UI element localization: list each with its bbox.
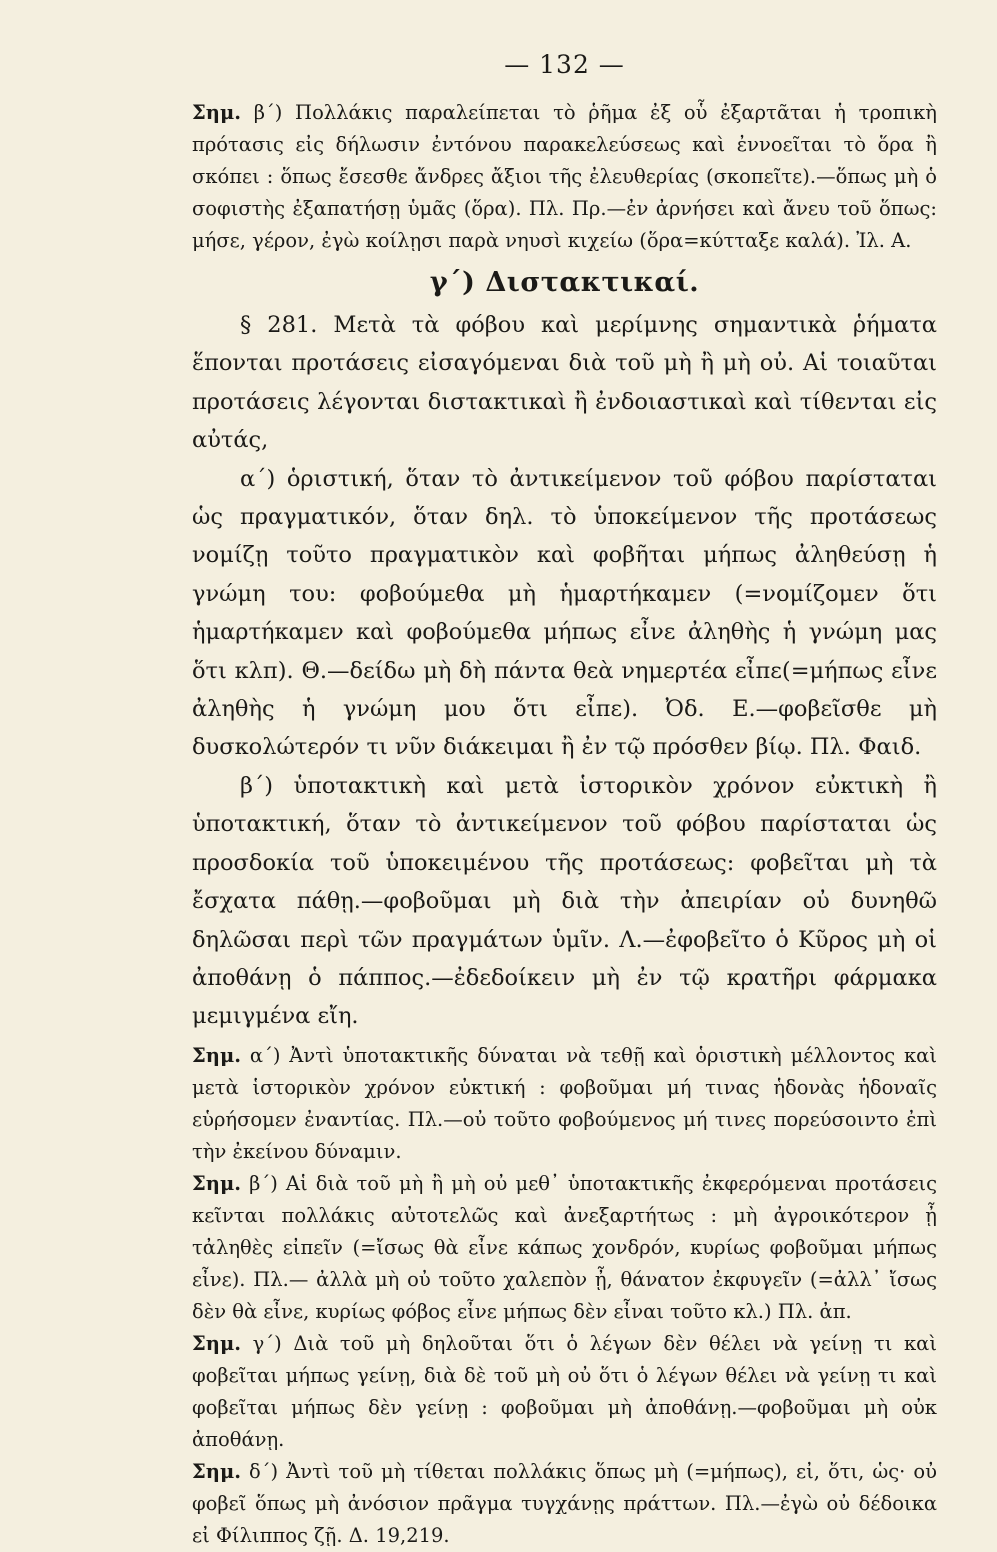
note-b-independent-clauses	[192, 1168, 937, 1328]
page-number: — 132 —	[504, 50, 625, 79]
note-b-omitted-verb	[192, 97, 937, 257]
note-c-me-vs-me-ou	[192, 1328, 937, 1456]
note-text: β΄) Πολλάκις παραλείπεται τὸ ῥῆμα ἐξ οὗ ἐξαρτᾶται ἡ τροπικὴ πρότασις εἰς δήλωσιν ἐντόνου παρακελεύσεως καὶ ἐννοεῖται τὸ ὅρα ἢ σκόπει : ὅπως ἔσεσθε ἄνδρες ἄξιοι τῆς ἐλευθερίας (σκοπεῖτε).—ὅπως μὴ ὁ σοφιστὴς ἐξαπατήσῃ ὑμᾶς (ὅρα). Πλ. Πρ.—ἐν ἀρνήσει καὶ ἄνευ τοῦ ὅπως: μήσε, γέρον, ἐγὼ κοίλῃσι παρὰ νηυσὶ κιχείω (ὅρα=κύτταξε καλά). Ἰλ. Α.	[192, 101, 937, 252]
paragraph-281: § 281. Μετὰ τὰ φόβου καὶ μερίμνης σημαντικὰ ῥήματα ἕπονται προτάσεις εἰσαγόμεναι διὰ τοῦ μὴ ἢ μὴ οὐ. Αἱ τοιαῦται προτάσεις λέγονται διστακτικαὶ ἢ ἐνδοιαστικαὶ καὶ τίθενται εἰς αὐτάς,	[192, 312, 937, 454]
paragraph-b-subjunctive: β΄) ὑποτακτικὴ καὶ μετὰ ἱστορικὸν χρόνον εὐκτικὴ ἢ ὑποτακτική, ὅταν τὸ ἀντικείμενον τοῦ φόβου παρίσταται ὡς προσδοκία τοῦ ὑποκειμένου τῆς προτάσεως: φοβεῖται μὴ τὰ ἔσχατα πάθῃ.—φοβοῦμαι μὴ διὰ τὴν ἀπειρίαν οὐ δυνηθῶ δηλῶσαι περὶ τῶν πραγμάτων ὑμῖν. Λ.—ἐφοβεῖτο ὁ Κῦρος μὴ οἱ ἀποθάνῃ ὁ πάππος.—ἐδεδοίκειν μὴ ἐν τῷ κρατῆρι φάρμακα μεμιγμένα εἴη.	[192, 772, 937, 1030]
note-text: γ΄) Διὰ τοῦ μὴ δηλοῦται ὅτι ὁ λέγων δὲν θέλει νὰ γείνῃ τι καὶ φοβεῖται μήπως γείνῃ, διὰ δὲ τοῦ μὴ οὐ ὅτι ὁ λέγων θέλει νὰ γείνῃ τι καὶ φοβεῖται μήπως δὲν γείνῃ : φοβοῦμαι μὴ ἀποθάνῃ.—φοβοῦμαι μὴ οὐκ ἀποθάνῃ.	[192, 1331, 937, 1451]
note-label: Σημ.	[192, 101, 242, 124]
note-label: Σημ.	[192, 1331, 242, 1355]
note-text: α΄) Ἀντὶ ὑποτακτικῆς δύναται νὰ τεθῇ καὶ ὁριστικὴ μέλλοντος καὶ μετὰ ἱστορικὸν χρόνον εὐκτική : φοβοῦμαι μή τινας ἡδονὰς ἡδοναῖς εὑρήσομεν ἐναντίας. Πλ.—οὐ τοῦτο φοβούμενος μή τινες πορεύσοιντο ἐπὶ τὴν ἐκείνου δύναμιν.	[192, 1043, 937, 1163]
note-label: Σημ.	[192, 1043, 242, 1067]
section-title: γ΄) Διστακτικαί.	[429, 267, 700, 298]
note-d-hopos-me	[192, 1456, 937, 1552]
note-label: Σημ.	[192, 1459, 242, 1483]
paragraph-a-indicative: α΄) ὁριστική, ὅταν τὸ ἀντικείμενον τοῦ φόβου παρίσταται ὡς πραγματικόν, ὅταν δηλ. τὸ ὑποκείμενον τῆς προτάσεως νομίζῃ τοῦτο πραγματικὸν καὶ φοβῆται μήπως ἀληθεύσῃ ἡ γνώμη του: φοβούμεθα μὴ ἡμαρτήκαμεν (=νομίζομεν ὅτι ἡμαρτήκαμεν καὶ φοβούμεθα μήπως εἶνε ἀληθὴς ἡ γνώμη μας ὅτι κλπ). Θ.—δείδω μὴ δὴ πάντα θεὰ νημερτέα εἶπε(=μήπως εἶνε ἀληθὴς ἡ γνώμη μου ὅτι εἶπε). Ὀδ. Ε.—φοβεῖσθε μὴ δυσκολώτερόν τι νῦν διάκειμαι ἢ ἐν τῷ πρόσθεν βίῳ. Πλ. Φαιδ.	[192, 465, 937, 761]
note-label: Σημ.	[192, 1171, 242, 1195]
note-text: β΄) Αἱ διὰ τοῦ μὴ ἢ μὴ οὐ μεθ᾽ ὑποτακτικῆς ἐκφερόμεναι προτάσεις κεῖνται πολλάκις αὐτοτελῶς καὶ ἀνεξαρτήτως : μὴ ἀγροικότερον ᾖ τἀληθὲς εἰπεῖν (=ἴσως θὰ εἶνε κάπως χονδρόν, κυρίως φοβοῦμαι μήπως εἶνε). Πλ.— ἀλλὰ μὴ οὐ τοῦτο χαλεπὸν ᾖ, θάνατον ἐκφυγεῖν (=ἀλλ᾽ ἴσως δὲν θὰ εἶνε, κυρίως φόβος εἶνε μήπως δὲν εἶναι τοῦτο κλ.) Πλ. ἀπ.	[192, 1171, 937, 1323]
note-a-future-indicative	[192, 1040, 937, 1168]
note-text: δ΄) Ἀντὶ τοῦ μὴ τίθεται πολλάκις ὅπως μὴ (=μήπως), εἰ, ὅτι, ὡς· οὐ φοβεῖ ὅπως μὴ ἀνόσιον πρᾶγμα τυγχάνῃς πράττων. Πλ.—ἐγὼ οὐ δέδοικα εἰ Φίλιππος ζῇ. Δ. 19,219.	[192, 1459, 937, 1547]
